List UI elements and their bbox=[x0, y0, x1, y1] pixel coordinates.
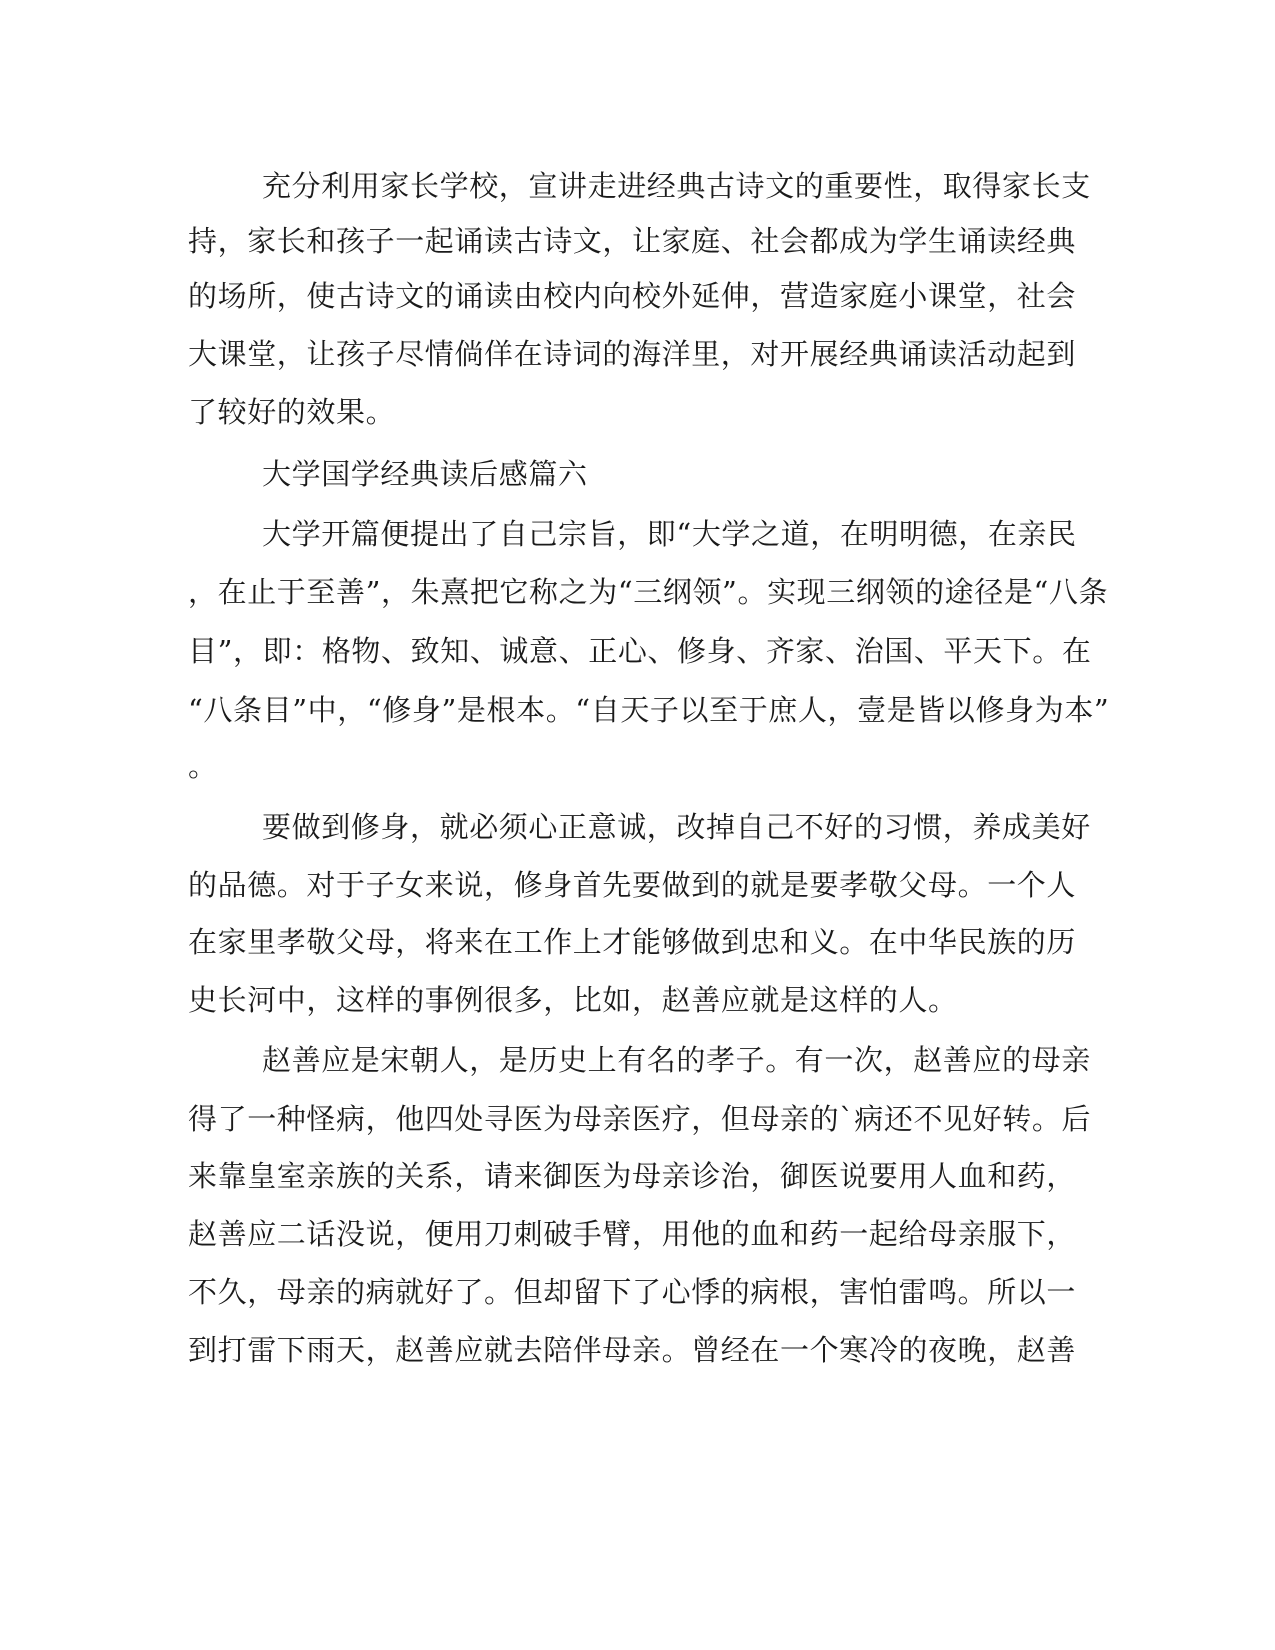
text-line: 。 bbox=[188, 749, 218, 783]
text-line: 大课堂，让孩子尽情倘佯在诗词的海洋里，对开展经典诵读活动起到 bbox=[188, 337, 1077, 371]
text-line: 的场所，使古诗文的诵读由校内向校外延伸，营造家庭小课堂，社会 bbox=[188, 279, 1077, 313]
text-line: 得了一种怪病，他四处寻医为母亲医疗，但母亲的`病还不见好转。后 bbox=[188, 1102, 1092, 1136]
text-line: 大学开篇便提出了自己宗旨，即“大学之道，在明明德，在亲民 bbox=[262, 517, 1077, 551]
text-line: 不久，母亲的病就好了。但却留下了心悸的病根，害怕雷鸣。所以一 bbox=[188, 1275, 1077, 1309]
text-line: 在家里孝敬父母，将来在工作上才能够做到忠和义。在中华民族的历 bbox=[188, 925, 1077, 959]
text-line: 的品德。对于子女来说，修身首先要做到的就是要孝敬父母。一个人 bbox=[188, 868, 1077, 902]
text-line: 来靠皇室亲族的关系，请来御医为母亲诊治，御医说要用人血和药， bbox=[188, 1159, 1077, 1193]
text-line: 赵善应是宋朝人，是历史上有名的孝子。有一次，赵善应的母亲 bbox=[262, 1043, 1091, 1077]
text-line: “八条目”中，“修身”是根本。“自天子以至于庶人，壹是皆以修身为本” bbox=[188, 693, 1110, 727]
text-line: 史长河中，这样的事例很多，比如，赵善应就是这样的人。 bbox=[188, 983, 958, 1017]
text-line: 赵善应二话没说，便用刀刺破手臂，用他的血和药一起给母亲服下， bbox=[188, 1217, 1077, 1251]
text-line: 到打雷下雨天，赵善应就去陪伴母亲。曾经在一个寒冷的夜晚，赵善 bbox=[188, 1333, 1077, 1367]
text-line: ，在止于至善”，朱熹把它称之为“三纲领”。实现三纲领的途径是“八条 bbox=[188, 575, 1109, 609]
text-line: 目”，即：格物、致知、诚意、正心、修身、齐家、治国、平天下。在 bbox=[188, 634, 1092, 668]
text-line: 持，家长和孩子一起诵读古诗文，让家庭、社会都成为学生诵读经典 bbox=[188, 224, 1077, 258]
section-heading: 大学国学经典读后感篇六 bbox=[262, 457, 588, 491]
text-line: 了较好的效果。 bbox=[188, 395, 396, 429]
text-line: 要做到修身，就必须心正意诚，改掉自己不好的习惯，养成美好 bbox=[262, 810, 1091, 844]
text-line: 充分利用家长学校，宣讲走进经典古诗文的重要性，取得家长支 bbox=[262, 169, 1091, 203]
